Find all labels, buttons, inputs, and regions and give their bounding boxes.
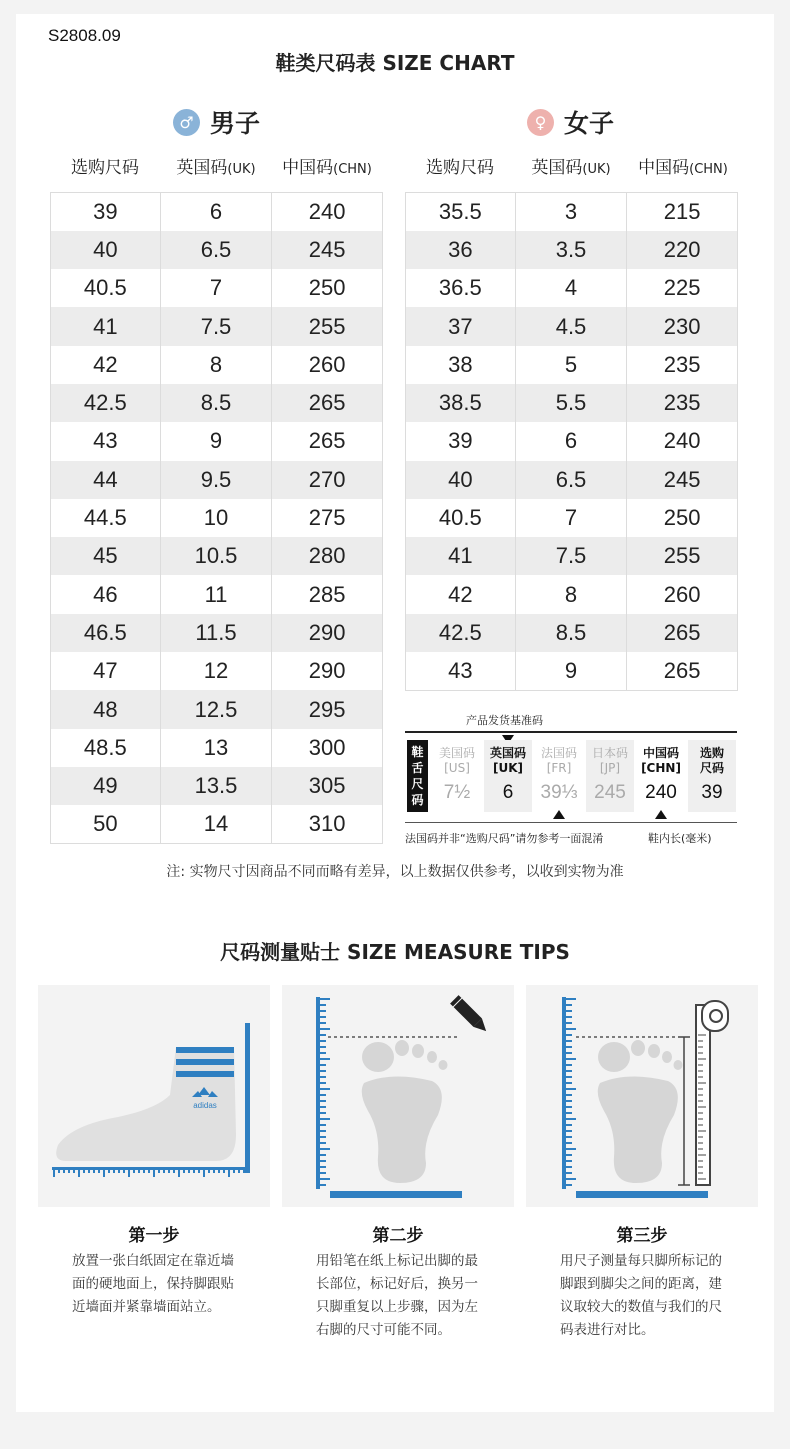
purchase-size-cell: 38.5 (406, 384, 516, 422)
table-row (406, 652, 738, 690)
reference-size-column (535, 740, 583, 812)
col-uk-size: 英国码(UK) (531, 158, 611, 178)
purchase-size-cell: 49 (51, 767, 161, 805)
purchase-size-cell: 36.5 (406, 269, 516, 307)
men-title: 男子 (210, 109, 261, 138)
purchase-size-cell: 48.5 (51, 729, 161, 767)
chn-size-cell: 245 (627, 461, 738, 499)
pencil-icon (450, 995, 490, 1035)
chn-size-cell: 235 (627, 346, 738, 384)
uk-size-cell: 3 (515, 193, 627, 231)
step3-description: 用尺子测量每只脚所标记的脚跟到脚尖之间的距离，建议取较大的数值与我们的尺码表进行对比。 (560, 1253, 722, 1338)
reference-size-column (586, 740, 634, 812)
chn-size-cell: 230 (627, 307, 738, 345)
table-row (406, 193, 738, 231)
uk-size-cell: 6.5 (160, 231, 272, 269)
uk-size-cell: 11 (160, 575, 272, 613)
reference-note-right: 鞋内长(毫米) (648, 832, 712, 845)
uk-size-cell: 12.5 (160, 690, 272, 728)
uk-size-cell: 11.5 (160, 614, 272, 652)
table-row (51, 614, 383, 652)
purchase-size-cell: 45 (51, 537, 161, 575)
table-row (406, 614, 738, 652)
uk-size-cell: 10 (160, 499, 272, 537)
table-row (51, 422, 383, 460)
table-row (406, 499, 738, 537)
women-title: 女子 (564, 109, 615, 138)
reference-size-value: 6 (502, 782, 514, 803)
uk-size-cell: 13.5 (160, 767, 272, 805)
chn-size-cell: 300 (272, 729, 383, 767)
table-row (406, 269, 738, 307)
measure-tips-title: 尺码测量贴士 SIZE MEASURE TIPS (220, 940, 570, 964)
disclaimer: 注: 实物尺寸因商品不同而略有差异，以上数据仅供参考，以收到实物为准 (166, 864, 624, 880)
table-row (406, 537, 738, 575)
purchase-size-cell: 50 (51, 805, 161, 843)
reference-size-label: 日本码 [JP] (591, 746, 628, 775)
uk-size-cell: 6 (160, 193, 272, 231)
reference-size-column (688, 740, 736, 812)
male-symbol-icon: ♂ (173, 109, 200, 136)
reference-size-column (433, 740, 481, 812)
divider (405, 731, 737, 733)
reference-size-label: 法国码 [FR] (540, 746, 577, 775)
divider (405, 822, 737, 823)
women-column-headers (405, 153, 739, 178)
step2-description: 用铅笔在纸上标记出脚的最长部位，标记好后，换另一只脚重复以上步骤，因为左右脚的尺寸可能不同。 (316, 1253, 478, 1338)
table-row (51, 767, 383, 805)
chn-size-cell: 260 (272, 346, 383, 384)
purchase-size-cell: 46.5 (51, 614, 161, 652)
uk-size-cell: 12 (160, 652, 272, 690)
uk-size-cell: 9 (160, 422, 272, 460)
women-size-table (405, 192, 738, 691)
table-row (51, 346, 383, 384)
product-code: S2808.09 (48, 26, 121, 45)
size-chart-title: 鞋类尺码表 SIZE CHART (275, 51, 515, 75)
purchase-size-cell: 41 (51, 307, 161, 345)
reference-size-value: 7½ (443, 782, 471, 803)
table-row (51, 231, 383, 269)
reference-size-label: 英国码 [UK] (489, 746, 526, 775)
sock-foot-wall-icon (38, 985, 270, 1207)
reference-size-value: 240 (645, 782, 677, 803)
chn-size-cell: 235 (627, 384, 738, 422)
chn-size-cell: 265 (272, 384, 383, 422)
footprint-pencil-icon (282, 985, 514, 1207)
purchase-size-cell: 40 (406, 461, 516, 499)
step3-title: 第三步 (616, 1226, 668, 1246)
chn-size-cell: 290 (272, 614, 383, 652)
purchase-size-cell: 43 (406, 652, 516, 690)
purchase-size-cell: 39 (51, 193, 161, 231)
chn-size-cell: 215 (627, 193, 738, 231)
purchase-size-cell: 44 (51, 461, 161, 499)
reference-size-column (637, 740, 685, 812)
step2-illustration (282, 985, 514, 1207)
chn-size-cell: 220 (627, 231, 738, 269)
col-chn-size: 中国码(CHN) (282, 158, 372, 178)
uk-size-cell: 8 (160, 346, 272, 384)
chn-size-cell: 255 (272, 307, 383, 345)
purchase-size-cell: 38 (406, 346, 516, 384)
chn-size-cell: 270 (272, 461, 383, 499)
col-purchase-size: 选购尺码 (426, 158, 494, 178)
chn-size-cell: 265 (272, 422, 383, 460)
uk-size-cell: 10.5 (160, 537, 272, 575)
purchase-size-cell: 40 (51, 231, 161, 269)
col-chn-size: 中国码(CHN) (638, 158, 728, 178)
purchase-size-cell: 35.5 (406, 193, 516, 231)
uk-size-cell: 7 (160, 269, 272, 307)
uk-size-cell: 6 (515, 422, 627, 460)
purchase-size-cell: 42.5 (51, 384, 161, 422)
purchase-size-cell: 40.5 (406, 499, 516, 537)
table-row (406, 384, 738, 422)
uk-size-cell: 9 (515, 652, 627, 690)
chn-size-cell: 305 (272, 767, 383, 805)
women-section-header (527, 104, 614, 140)
chn-size-cell: 265 (627, 614, 738, 652)
step1-illustration (38, 985, 270, 1207)
uk-size-cell: 5.5 (515, 384, 627, 422)
table-row (51, 499, 383, 537)
chn-size-cell: 285 (272, 575, 383, 613)
chn-size-cell: 295 (272, 690, 383, 728)
triangle-up-icon (655, 810, 667, 819)
step1-description: 放置一张白纸固定在靠近墙面的硬地面上，保持脚跟贴近墙面并紧靠墙面站立。 (72, 1253, 234, 1315)
chn-size-cell: 275 (272, 499, 383, 537)
table-row (51, 805, 383, 843)
purchase-size-cell: 42.5 (406, 614, 516, 652)
purchase-size-cell: 39 (406, 422, 516, 460)
uk-size-cell: 13 (160, 729, 272, 767)
uk-size-cell: 8.5 (515, 614, 627, 652)
chn-size-cell: 255 (627, 537, 738, 575)
table-row (51, 575, 383, 613)
uk-size-cell: 4 (515, 269, 627, 307)
table-row (406, 575, 738, 613)
chn-size-cell: 245 (272, 231, 383, 269)
men-column-headers (50, 153, 382, 178)
purchase-size-cell: 41 (406, 537, 516, 575)
table-row (406, 231, 738, 269)
tongue-size-label: 鞋舌尺码 (407, 740, 428, 812)
uk-size-cell: 6.5 (515, 461, 627, 499)
table-row (51, 729, 383, 767)
uk-size-cell: 4.5 (515, 307, 627, 345)
chn-size-cell: 260 (627, 575, 738, 613)
reference-size-value: 39 (701, 782, 723, 803)
chn-size-cell: 280 (272, 537, 383, 575)
reference-size-value: 245 (594, 782, 626, 803)
triangle-up-icon (553, 810, 565, 819)
purchase-size-cell: 42 (406, 575, 516, 613)
table-row (51, 384, 383, 422)
uk-size-cell: 8.5 (160, 384, 272, 422)
step3-illustration (526, 985, 758, 1207)
step1-title: 第一步 (128, 1226, 180, 1246)
uk-size-cell: 14 (160, 805, 272, 843)
purchase-size-cell: 37 (406, 307, 516, 345)
table-row (51, 307, 383, 345)
col-uk-size: 英国码(UK) (176, 158, 256, 178)
reference-size-label: 中国码 [CHN] (641, 746, 681, 775)
purchase-size-cell: 43 (51, 422, 161, 460)
chn-size-cell: 265 (627, 652, 738, 690)
chn-size-cell: 240 (272, 193, 383, 231)
uk-size-cell: 9.5 (160, 461, 272, 499)
chn-size-cell: 250 (272, 269, 383, 307)
brand-logo-text: adidas (193, 1101, 217, 1110)
purchase-size-cell: 47 (51, 652, 161, 690)
uk-size-cell: 7 (515, 499, 627, 537)
table-row (51, 193, 383, 231)
chn-size-cell: 250 (627, 499, 738, 537)
reference-size-value: 39⅓ (540, 782, 578, 803)
reference-note-left: 法国码并非“选购尺码”请勿参考一面混淆 (405, 832, 604, 845)
footprint-tape-measure-icon (526, 985, 758, 1207)
chn-size-cell: 290 (272, 652, 383, 690)
purchase-size-cell: 36 (406, 231, 516, 269)
chn-size-cell: 240 (627, 422, 738, 460)
purchase-size-cell: 44.5 (51, 499, 161, 537)
table-row (406, 422, 738, 460)
purchase-size-cell: 40.5 (51, 269, 161, 307)
table-row (406, 461, 738, 499)
uk-size-cell: 7.5 (160, 307, 272, 345)
reference-size-label: 美国码 [US] (438, 746, 475, 775)
men-size-table (50, 192, 383, 844)
table-row (51, 269, 383, 307)
purchase-size-cell: 46 (51, 575, 161, 613)
step2-title: 第二步 (372, 1226, 424, 1246)
purchase-size-cell: 48 (51, 690, 161, 728)
reference-size-label: 选购 尺码 (699, 746, 724, 775)
col-purchase-size: 选购尺码 (71, 158, 139, 178)
chn-size-cell: 225 (627, 269, 738, 307)
table-row (51, 652, 383, 690)
table-row (406, 307, 738, 345)
uk-size-cell: 8 (515, 575, 627, 613)
uk-size-cell: 7.5 (515, 537, 627, 575)
chn-size-cell: 310 (272, 805, 383, 843)
uk-size-cell: 5 (515, 346, 627, 384)
reference-size-column (484, 740, 532, 812)
table-row (406, 346, 738, 384)
table-row (51, 461, 383, 499)
female-symbol-icon: ♀ (527, 109, 554, 136)
uk-size-cell: 3.5 (515, 231, 627, 269)
reference-size-title: 产品发货基准码 (466, 714, 543, 727)
table-row (51, 690, 383, 728)
table-row (51, 537, 383, 575)
purchase-size-cell: 42 (51, 346, 161, 384)
men-section-header (173, 104, 260, 140)
